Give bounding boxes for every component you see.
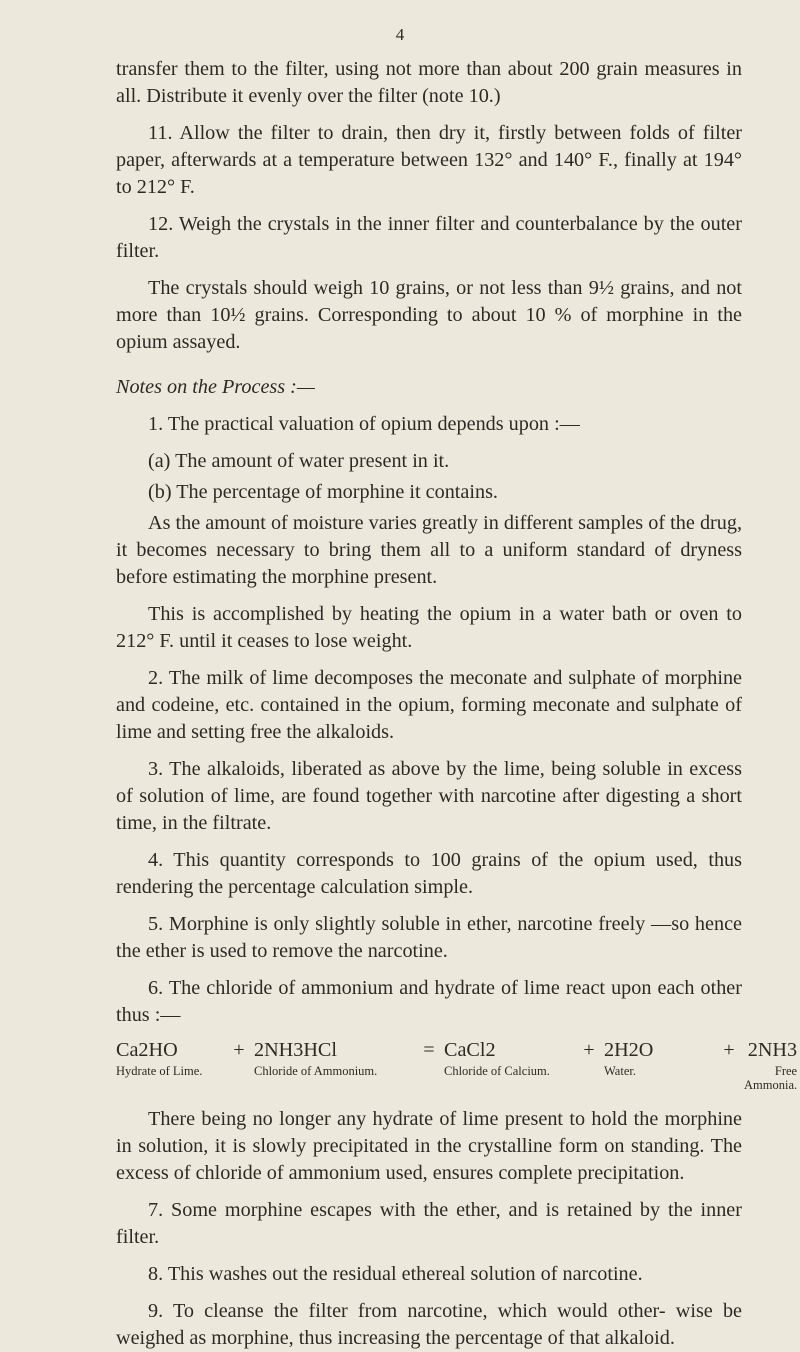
equation-label: Water. xyxy=(604,1064,636,1078)
paragraph-moisture: As the amount of moisture varies greatly in different samples of the drug, it becomes necessary to bring them all to a uniform standard of dryness before estimating the morphine present. xyxy=(116,512,742,588)
paragraph-heating: This is accomplished by heating the opium in a water bath or oven to 212° F. until it ceases to lose weight. xyxy=(116,603,742,652)
equation-term xyxy=(744,1039,797,1092)
note-4: 4. This quantity corresponds to 100 grains of the opium used, thus rendering the percentage calculation simple. xyxy=(116,849,742,898)
note-1b: (b) The percentage of morphine it contains. xyxy=(148,481,498,503)
paragraph-precipitation: There being no longer any hydrate of lime present to hold the morphine in solution, it is slowly precipitated in the crystalline form on standing. The excess of chloride of ammonium used, ensures complete precipitation. xyxy=(116,1108,742,1184)
equation-formula: 2NH3 xyxy=(747,1039,798,1061)
note-1a: (a) The amount of water present in it. xyxy=(148,450,450,472)
note-6: 6. The chloride of ammonium and hydrate of lime react upon each other thus :— xyxy=(116,977,742,1026)
equation-label: Chloride of Calcium. xyxy=(444,1064,550,1078)
note-5: 5. Morphine is only slightly soluble in ether, narcotine freely —so hence the ether is used to remove the narcotine. xyxy=(116,913,742,962)
note-9: 9. To cleanse the filter from narcotine, which would other- wise be weighed as morphine, thus increasing the percentage of that alkaloid. xyxy=(116,1300,742,1349)
page-number: 4 xyxy=(395,25,405,44)
equation-formula: CaCl2 xyxy=(444,1039,496,1061)
equation-label: Hydrate of Lime. xyxy=(116,1064,203,1078)
note-3: 3. The alkaloids, liberated as above by the lime, being soluble in excess of solution of lime, are found together with narcotine after digesting a short time, in the filtrate. xyxy=(116,758,742,834)
equation-formula: Ca2HO xyxy=(116,1039,178,1061)
equation-operator: + xyxy=(723,1039,735,1061)
paragraph-crystals-weight: The crystals should weigh 10 grains, or not less than 9½ grains, and not more than 10½ grains. Corresponding to about 10 % of morphine in the opium assayed. xyxy=(116,277,742,353)
equation-term xyxy=(604,1039,714,1078)
notes-heading: Notes on the Process :— xyxy=(116,376,315,398)
equation-operator: + xyxy=(233,1039,245,1061)
step-11: 11. Allow the filter to drain, then dry it, firstly between folds of filter paper, afterwards at a temperature between 132° and 140° F., finally at 194° to 212° F. xyxy=(116,122,742,198)
paragraph-transfer: transfer them to the filter, using not more than about 200 grain measures in all. Distribute it evenly over the filter (note 10.) xyxy=(116,58,742,107)
note-7: 7. Some morphine escapes with the ether, and is retained by the inner filter. xyxy=(116,1199,742,1248)
equation-term xyxy=(254,1039,414,1078)
equation-label: Free Ammonia. xyxy=(744,1064,798,1092)
note-2: 2. The milk of lime decomposes the meconate and sulphate of morphine and codeine, etc. contained in the opium, forming meconate and sulphate of lime and setting free the alkaloids. xyxy=(116,667,742,743)
equation-label: Chloride of Ammonium. xyxy=(254,1064,378,1078)
chemical-equation xyxy=(116,1039,798,1092)
note-1: 1. The practical valuation of opium depends upon :— xyxy=(148,413,580,435)
note-8: 8. This washes out the residual ethereal solution of narcotine. xyxy=(148,1263,643,1285)
equation-formula: 2NH3HCl xyxy=(254,1039,337,1061)
equation-operator: + xyxy=(583,1039,595,1061)
equation-term xyxy=(116,1039,224,1078)
step-12: 12. Weigh the crystals in the inner filter and counterbalance by the outer filter. xyxy=(116,213,742,262)
equation-term xyxy=(444,1039,574,1078)
equation-operator: = xyxy=(423,1039,435,1061)
equation-formula: 2H2O xyxy=(604,1039,654,1061)
